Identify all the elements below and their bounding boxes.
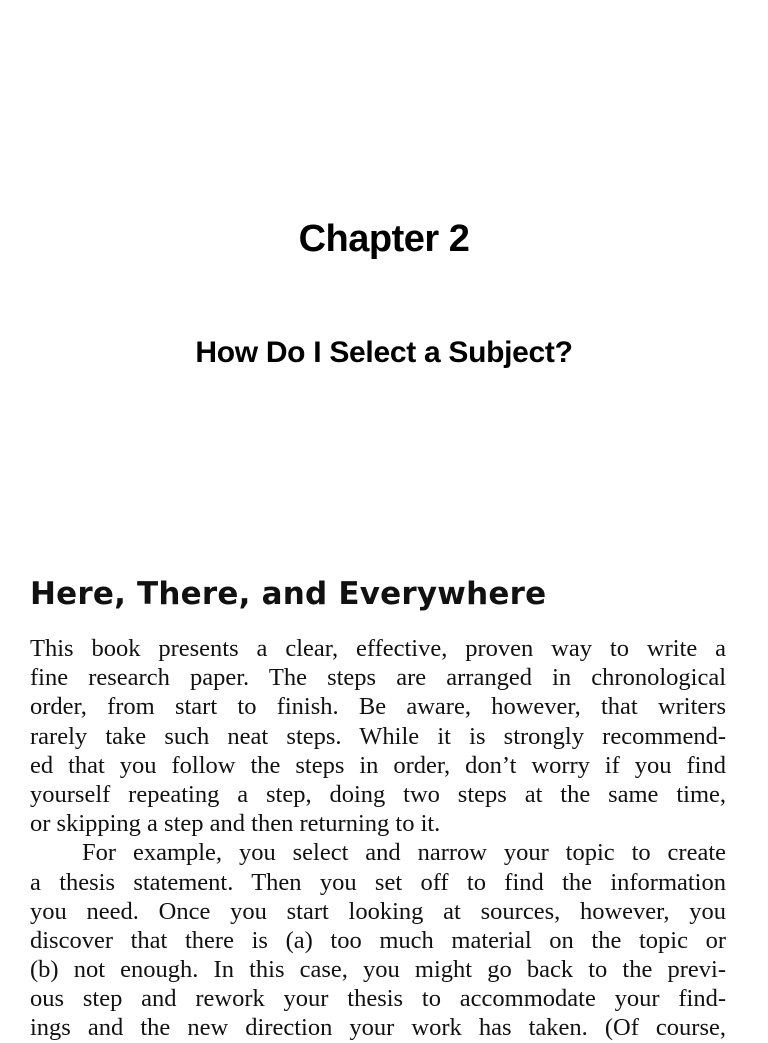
chapter-number: Chapter 2 [298,218,470,260]
text-line: (b) not enough. In this case, you might go back to the previ- [30,956,726,984]
text-line: yourself repeating a step, doing two steps at the same time, [30,780,726,808]
text-line: or skipping a step and then returning to it. [30,810,441,838]
text-line: ed that you follow the steps in order, don’t worry if you find [30,751,726,779]
text-line: discover that there is (a) too much material on the topic or [30,926,726,954]
section-heading: Here, There, and Everywhere [30,576,547,612]
text-line: ous step and rework your thesis to accommodate your find- [30,985,726,1013]
text-line: rarely take such neat steps. While it is strongly recommend- [30,722,726,750]
body-text [30,634,726,1043]
chapter-title: How Do I Select a Subject? [195,336,573,369]
text-line: ings and the new direction your work has taken. (Of course, [30,1014,726,1042]
text-line: For example, you select and narrow your topic to create [82,839,726,867]
text-line: order, from start to finish. Be aware, however, that writers [30,693,726,721]
text-line: fine research paper. The steps are arranged in chronological [30,664,726,692]
text-line: a thesis statement. Then you set off to find the information [30,868,726,896]
text-line: you need. Once you start looking at sources, however, you [30,897,726,925]
text-line: This book presents a clear, effective, proven way to write a [30,635,726,662]
